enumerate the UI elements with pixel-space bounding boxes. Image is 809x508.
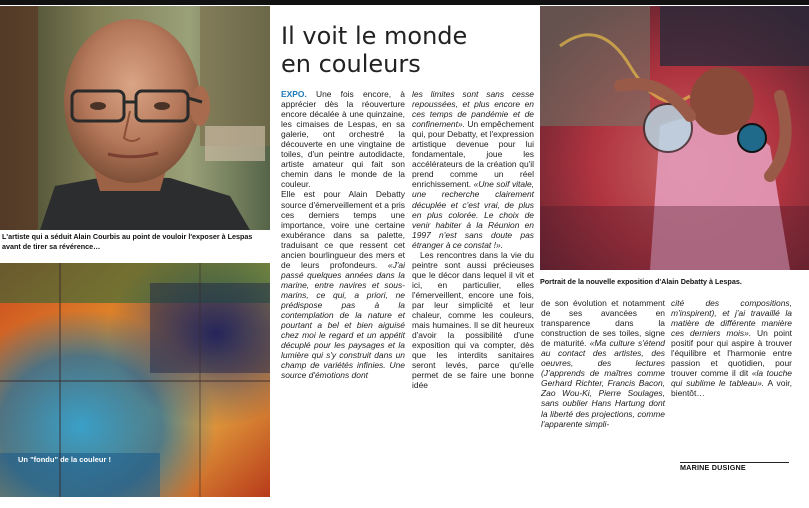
article-title xyxy=(281,22,533,78)
col4-end: A voir, bientôt… xyxy=(671,378,792,399)
title-line-2: en couleurs xyxy=(281,50,421,78)
col2-quote1: les limites sont sans cesse repoussées, et plus encore en ces temps de pandémie et de confinement». xyxy=(412,89,534,130)
title-line-1: Il voit le monde xyxy=(281,22,468,50)
photo3-caption: Portrait de la nouvelle exposition d'Alain Debatty à Lespas. xyxy=(540,277,742,286)
author-signature: MARINE DUSIGNE xyxy=(680,463,746,472)
text-column-4 xyxy=(671,298,792,398)
col1-quote: «J'ai passé quelques années dans la marine, entre navires et sous-marins, ce qui, a priori, ne prédispose pas à la contemplation de la nature et pourtant a bel et bien aiguisé chez moi le regard et un appétit décuplé pour les paysages et la lumière qui s'y construit dans un champ de variétés infinies. Une source d'émotions dont xyxy=(281,259,405,381)
col4-quote: cité des compositions, m'inspirent), et j'ai travaillé la matière de différente manière ces derniers mois». xyxy=(671,298,792,339)
text-column-1 xyxy=(281,89,405,380)
col3-quote: «Ma culture s'étend au contact des artistes, des oeuvres, des lectures (J'apprends de maîtres comme Gerhard Richter, Francis Bacon, Zao Wou-Ki, Pierre Soulages, sans oublier Hans Hartung dont la liberté des projections, comme l'apparente simpli- xyxy=(541,338,665,429)
artist-portrait-image xyxy=(0,6,270,230)
col4-text: Un point positif pour qui aspire à trouver l'équilibre et l'harmonie entre passion et quotidien, pour trouver comme il dit xyxy=(671,328,792,379)
col4-quote2: «la touche qui sublime le tableau». xyxy=(671,368,792,389)
text-column-3 xyxy=(541,298,665,429)
kicker: EXPO. xyxy=(281,89,307,99)
painting-photo xyxy=(540,6,809,270)
photo2-caption: Un "fondu" de la couleur ! xyxy=(18,455,111,464)
col2-quote2: «Une soif vitale, une recherche clairement décuplée et c'est vrai, de plus en plus colorée. Le choix de venir habiter à la Réunion en 1997 n'est sans doute pas étranger à ce constat !». xyxy=(412,179,534,250)
col1-para1: Une fois encore, à apprécier dès la réouverture encore décalée à une quinzaine, les cimaises de Lespas, en sa galerie, ont orchestré la découverte en une vingtaine de toiles, d'un peintre autodidacte, artiste amateur qui fait son chemin dans le monde de la couleur. xyxy=(281,89,405,190)
top-rule xyxy=(0,0,809,5)
col2-para2: Les rencontres dans la vie du peintre sont aussi précieuses que le décor dans lequel il vit et ici, en particulier, elles l'émerveillent, encore une fois, par leur simplicité et leur chaleur, comme les couleurs, mais humaines. Il se dit heureux d'avoir la possibilité d'une exposition qui va compter, dès que les interdits sanitaires seront levés, parce qu'elle permet de se faire une bonne idée xyxy=(412,249,534,391)
debatty-painting-image xyxy=(540,6,809,270)
artist-portrait-photo xyxy=(0,6,270,230)
col1-para2: Elle est pour Alain Debatty source d'émerveillement et a pris ces derniers temps une importance, voire une certaine exubérance dans sa palette, traduisant ce que ressent cet ancien bourlingueur des mers et de leurs profondeurs. xyxy=(281,189,405,270)
col3-text: de son évolution et notamment de ses avancées en transparence dans la construction de ses toiles, signe de maturité. xyxy=(541,298,665,349)
text-column-2 xyxy=(412,89,534,390)
col2-text1: Un empêchement qui, pour Debatty, et l'expression artistique devenue pour lui fondamentale, joue les accélérateurs de la création qu'il prend comme un réel enrichissement. xyxy=(412,119,534,190)
photo1-caption: L'artiste qui a séduit Alain Courbis au point de vouloir l'exposer à Lespas avant de tirer sa révérence… xyxy=(2,232,253,251)
